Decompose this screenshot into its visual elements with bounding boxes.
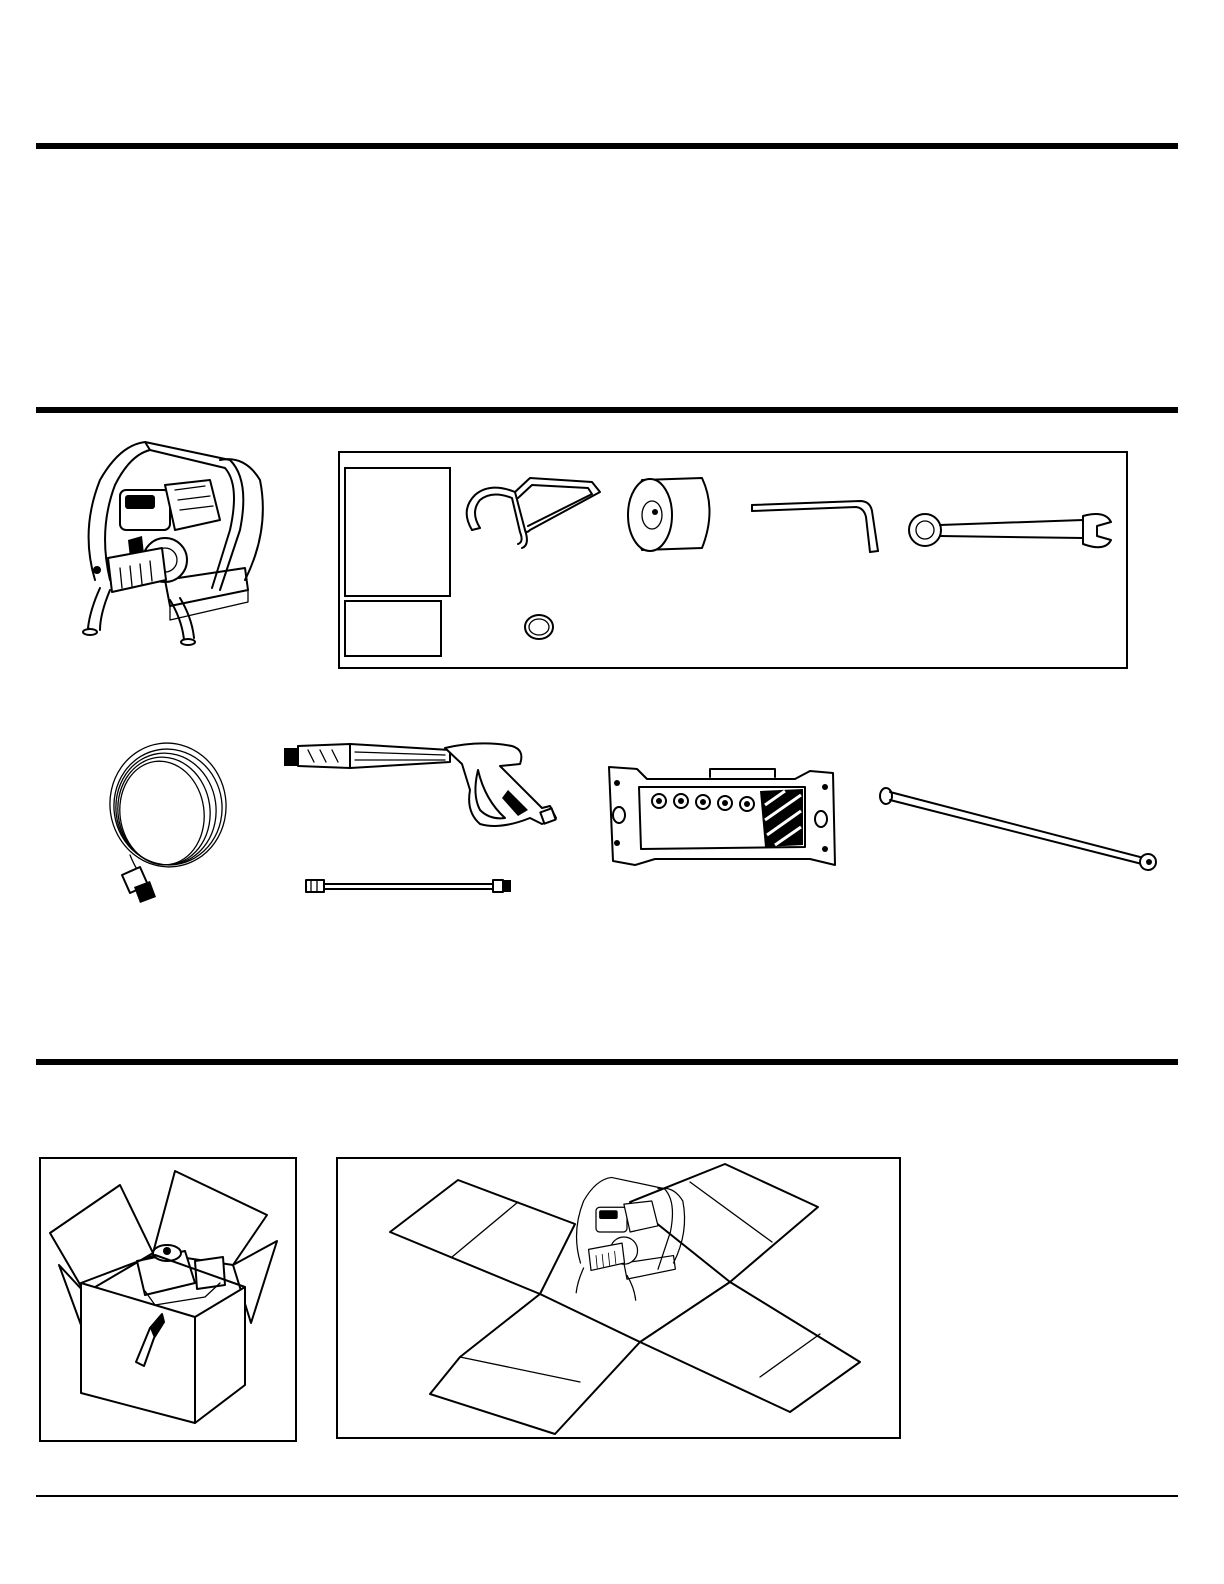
utility-knife-icon [130, 1308, 170, 1368]
closed-carton-icon [45, 1165, 290, 1435]
combination-wrench-icon [905, 508, 1115, 553]
card-placeholder-box [344, 600, 442, 657]
o-ring-icon [520, 610, 560, 646]
pressure-washer-unit-icon [70, 430, 270, 660]
handle-bracket-icon [460, 470, 610, 550]
accessory-box [338, 451, 1128, 669]
spray-wand-icon [876, 782, 1166, 874]
section-rule-middle [36, 407, 1178, 413]
high-pressure-hose-icon [100, 735, 230, 910]
hex-key-icon [748, 495, 883, 555]
section-rule-lower [36, 1059, 1178, 1065]
footer-rule [36, 1495, 1178, 1497]
section-rule-top [36, 143, 1178, 149]
opened-carton-icon [340, 1162, 897, 1436]
engine-oil-bottle-icon [622, 470, 722, 560]
gun-extension-hose-icon [303, 876, 515, 896]
spray-gun-icon [280, 740, 565, 840]
manual-placeholder-box [344, 467, 451, 597]
nozzle-panel-icon [605, 765, 845, 870]
